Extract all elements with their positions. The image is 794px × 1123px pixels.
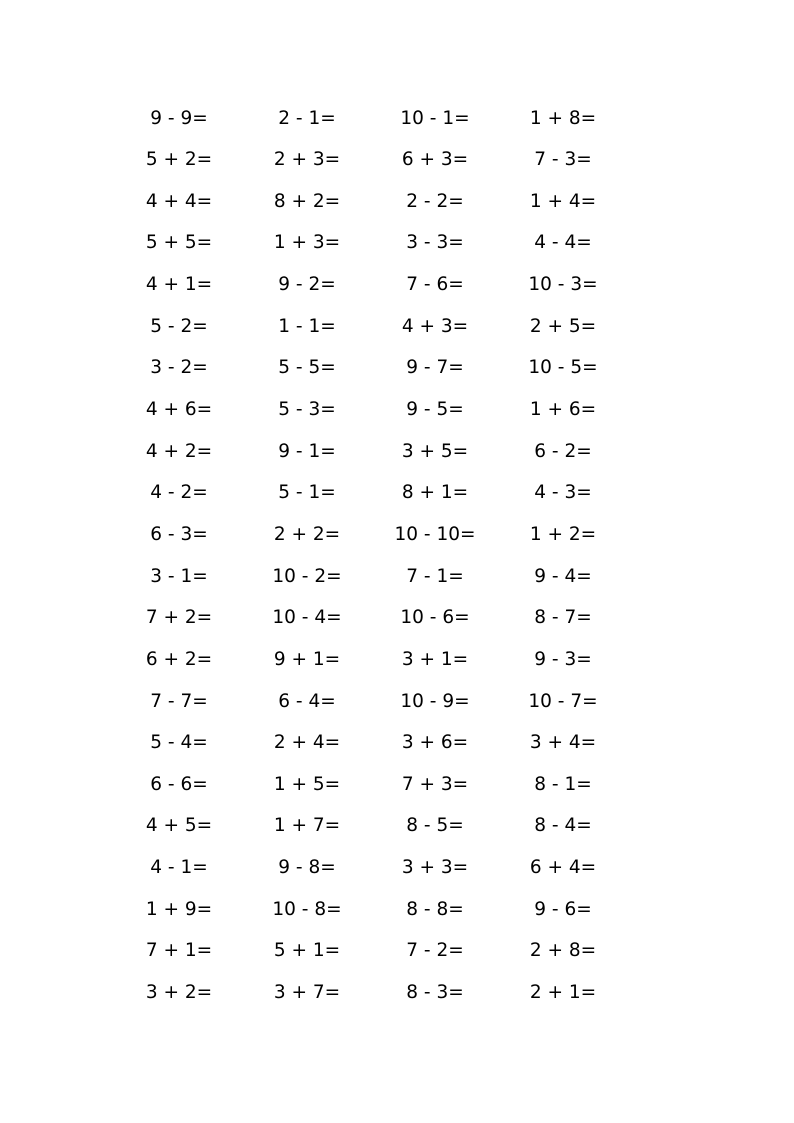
problem-cell [371,359,499,378]
arithmetic-problem: 9 - 3= [534,648,592,670]
arithmetic-problem: 7 - 3= [534,149,592,171]
problem-cell [499,401,627,420]
problem-cell [243,315,371,337]
arithmetic-problem: 3 + 3= [401,857,469,879]
problem-cell [371,817,499,836]
problem-cell [243,984,371,1003]
problem-cell [371,609,499,628]
problem-cell [115,817,243,836]
problem-cell [115,484,243,503]
arithmetic-problem: 3 - 2= [150,357,208,379]
arithmetic-problem: 2 + 1= [529,982,597,1004]
arithmetic-problem: 6 - 2= [534,440,592,462]
arithmetic-problem: 8 - 8= [406,898,464,920]
problem-cell [115,151,243,170]
problem-row [115,764,635,806]
arithmetic-problem: 1 + 9= [145,898,213,920]
arithmetic-problem: 10 - 10= [394,523,476,545]
arithmetic-problem: 7 - 6= [406,274,464,296]
problem-cell [243,734,371,753]
arithmetic-problem: 6 + 3= [401,149,469,171]
arithmetic-problem: 4 + 2= [145,440,213,462]
arithmetic-problem: 4 - 2= [150,482,208,504]
problem-cell [243,648,371,670]
problem-cell [115,276,243,295]
problem-cell [243,898,371,920]
problem-cell [115,942,243,961]
arithmetic-problem: 4 + 4= [145,190,213,212]
problem-cell [243,484,371,503]
arithmetic-problem: 3 - 3= [406,232,464,254]
arithmetic-problem: 10 - 6= [400,607,470,629]
problem-cell [371,276,499,295]
problem-cell [115,401,243,420]
arithmetic-problem: 10 - 1= [400,107,470,129]
problem-cell [243,565,371,587]
arithmetic-problem: 9 - 9= [150,107,208,129]
arithmetic-problem: 3 + 4= [529,732,597,754]
problem-cell [115,984,243,1003]
problem-row [115,514,635,556]
problem-row [115,556,635,598]
problem-cell [115,690,243,712]
arithmetic-problem: 5 + 1= [273,940,341,962]
problem-cell [371,315,499,337]
problem-cell [371,151,499,170]
problem-row [115,265,635,307]
problem-cell [243,440,371,462]
problem-cell [115,609,243,628]
arithmetic-problem: 5 + 5= [145,232,213,254]
problem-cell [371,734,499,753]
problem-cell [499,315,627,337]
arithmetic-problem: 7 - 7= [150,690,208,712]
problem-row [115,806,635,848]
arithmetic-problem: 9 + 1= [273,648,341,670]
problem-row [115,389,635,431]
problem-cell [115,440,243,462]
arithmetic-problem: 8 - 5= [406,815,464,837]
problem-cell [371,773,499,795]
arithmetic-problem: 3 + 7= [273,982,341,1004]
arithmetic-problem: 8 + 2= [273,190,341,212]
arithmetic-problem: 2 - 1= [278,107,336,129]
arithmetic-problem: 10 - 9= [400,690,470,712]
arithmetic-problem: 4 - 4= [534,232,592,254]
problem-cell [499,817,627,836]
arithmetic-problem: 4 - 1= [150,857,208,879]
arithmetic-problem: 1 + 2= [529,523,597,545]
problem-cell [499,565,627,587]
problem-cell [243,859,371,878]
arithmetic-problem: 4 + 5= [145,815,213,837]
arithmetic-problem: 7 + 3= [401,773,469,795]
arithmetic-problem: 7 + 1= [145,940,213,962]
arithmetic-problem: 5 - 4= [150,732,208,754]
problem-row [115,639,635,681]
problem-row [115,598,635,640]
problem-cell [499,440,627,462]
arithmetic-problem: 1 - 1= [278,315,336,337]
problem-cell [499,898,627,920]
arithmetic-problem: 1 + 7= [273,815,341,837]
arithmetic-problem: 1 + 4= [529,190,597,212]
arithmetic-problem: 9 - 8= [278,857,336,879]
arithmetic-problem: 3 + 6= [401,732,469,754]
arithmetic-problem: 2 + 2= [273,523,341,545]
arithmetic-problem: 2 + 8= [529,940,597,962]
arithmetic-problem: 1 + 3= [273,232,341,254]
problem-cell [499,773,627,795]
arithmetic-worksheet [115,98,635,1014]
arithmetic-problem: 1 + 5= [273,773,341,795]
problem-cell [499,942,627,961]
arithmetic-problem: 1 + 8= [529,107,597,129]
arithmetic-problem: 9 - 4= [534,565,592,587]
problem-row [115,431,635,473]
arithmetic-problem: 10 - 3= [528,274,598,296]
arithmetic-problem: 4 + 6= [145,399,213,421]
problem-cell [371,565,499,587]
problem-cell [115,315,243,337]
problem-cell [371,190,499,212]
problem-row [115,306,635,348]
problem-cell [371,107,499,129]
arithmetic-problem: 10 - 2= [272,565,342,587]
arithmetic-problem: 3 - 1= [150,565,208,587]
problem-cell [115,190,243,212]
arithmetic-problem: 6 - 6= [150,773,208,795]
arithmetic-problem: 10 - 7= [528,690,598,712]
problem-cell [371,942,499,961]
problem-cell [371,401,499,420]
arithmetic-problem: 6 + 2= [145,648,213,670]
arithmetic-problem: 9 - 5= [406,399,464,421]
problem-cell [499,609,627,628]
arithmetic-problem: 3 + 2= [145,982,213,1004]
problem-row [115,681,635,723]
problem-cell [499,859,627,878]
arithmetic-problem: 7 - 2= [406,940,464,962]
problem-cell [243,234,371,253]
problem-cell [115,773,243,795]
arithmetic-problem: 5 - 5= [278,357,336,379]
arithmetic-problem: 3 + 1= [401,648,469,670]
arithmetic-problem: 5 - 1= [278,482,336,504]
problem-cell [499,690,627,712]
arithmetic-problem: 9 - 6= [534,898,592,920]
problem-cell [499,107,627,129]
problem-row [115,848,635,890]
arithmetic-problem: 8 - 1= [534,773,592,795]
problem-cell [371,690,499,712]
arithmetic-problem: 2 - 2= [406,190,464,212]
problem-row [115,972,635,1014]
problem-row [115,723,635,765]
problem-cell [243,151,371,170]
arithmetic-problem: 10 - 5= [528,357,598,379]
problem-cell [243,359,371,378]
arithmetic-problem: 8 - 7= [534,607,592,629]
problem-cell [115,107,243,129]
arithmetic-problem: 6 - 3= [150,523,208,545]
problem-cell [499,484,627,503]
arithmetic-problem: 9 - 7= [406,357,464,379]
problem-cell [371,234,499,253]
arithmetic-problem: 6 + 4= [529,857,597,879]
problem-cell [499,734,627,753]
problem-cell [243,817,371,836]
problem-row [115,140,635,182]
arithmetic-problem: 10 - 4= [272,607,342,629]
problem-cell [499,984,627,1003]
arithmetic-problem: 7 + 2= [145,607,213,629]
problem-cell [499,648,627,670]
problem-cell [115,648,243,670]
problem-cell [499,523,627,545]
problem-row [115,223,635,265]
arithmetic-problem: 6 - 4= [278,690,336,712]
arithmetic-problem: 10 - 8= [272,898,342,920]
problem-cell [243,773,371,795]
problem-cell [115,898,243,920]
arithmetic-problem: 9 - 1= [278,440,336,462]
problem-row [115,98,635,140]
arithmetic-problem: 3 + 5= [401,440,469,462]
arithmetic-problem: 2 + 4= [273,732,341,754]
problem-cell [115,359,243,378]
problem-cell [115,734,243,753]
problem-cell [115,234,243,253]
arithmetic-problem: 9 - 2= [278,274,336,296]
problem-row [115,473,635,515]
problem-cell [243,609,371,628]
problem-row [115,931,635,973]
problem-cell [243,942,371,961]
problem-cell [371,440,499,462]
problem-cell [243,190,371,212]
problem-row [115,889,635,931]
arithmetic-problem: 5 - 3= [278,399,336,421]
problem-cell [499,190,627,212]
arithmetic-problem: 7 - 1= [406,565,464,587]
problem-cell [371,984,499,1003]
problem-cell [115,565,243,587]
problem-cell [499,151,627,170]
arithmetic-problem: 2 + 5= [529,315,597,337]
problem-cell [371,484,499,503]
problem-cell [243,107,371,129]
problem-cell [243,523,371,545]
arithmetic-problem: 4 + 1= [145,274,213,296]
arithmetic-problem: 4 + 3= [401,315,469,337]
arithmetic-problem: 5 - 2= [150,315,208,337]
problem-cell [371,898,499,920]
arithmetic-problem: 8 - 3= [406,982,464,1004]
problem-cell [499,234,627,253]
problem-row [115,181,635,223]
problem-cell [243,690,371,712]
arithmetic-problem: 8 - 4= [534,815,592,837]
problem-cell [371,859,499,878]
problem-cell [499,359,627,378]
problem-cell [499,276,627,295]
problem-cell [243,401,371,420]
arithmetic-problem: 4 - 3= [534,482,592,504]
problem-cell [115,523,243,545]
problem-cell [371,523,499,545]
problem-cell [243,276,371,295]
arithmetic-problem: 5 + 2= [145,149,213,171]
problem-cell [115,859,243,878]
problem-row [115,348,635,390]
arithmetic-problem: 8 + 1= [401,482,469,504]
problem-cell [371,648,499,670]
arithmetic-problem: 2 + 3= [273,149,341,171]
arithmetic-problem: 1 + 6= [529,399,597,421]
